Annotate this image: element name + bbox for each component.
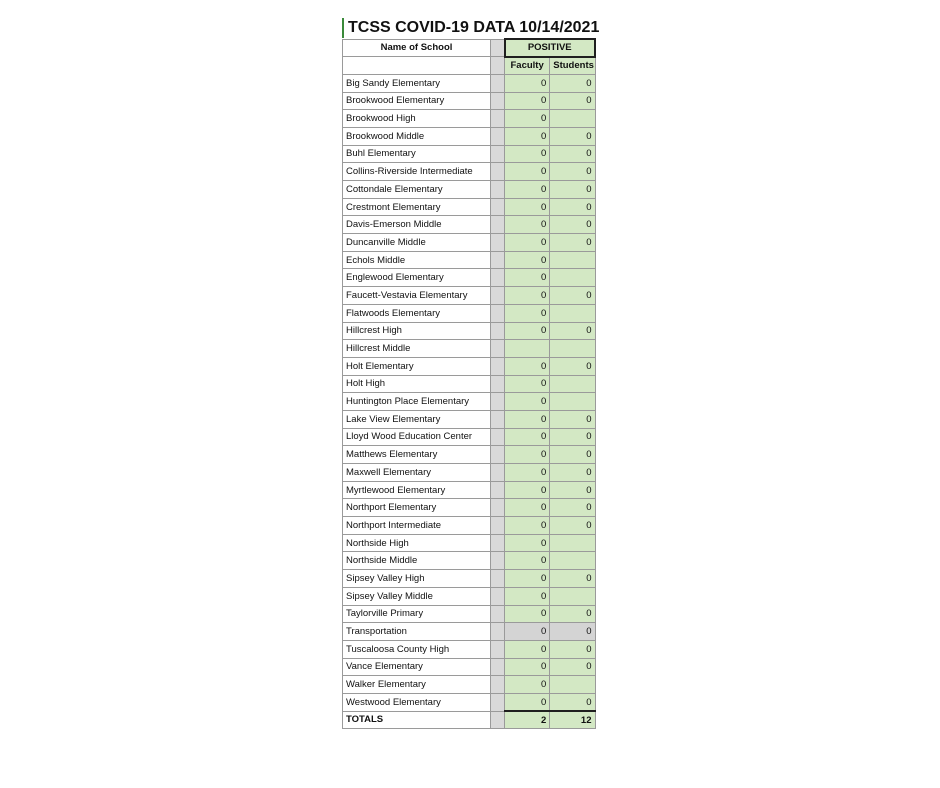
faculty-count-cell: 0 bbox=[505, 287, 550, 305]
spacer-cell bbox=[491, 340, 505, 358]
students-count-cell: 0 bbox=[550, 322, 595, 340]
school-name-cell: Davis-Emerson Middle bbox=[343, 216, 491, 234]
table-row bbox=[343, 375, 596, 393]
students-count-cell bbox=[550, 676, 595, 694]
school-name-cell: Flatwoods Elementary bbox=[343, 304, 491, 322]
school-name-cell: Sipsey Valley Middle bbox=[343, 587, 491, 605]
students-count-cell bbox=[550, 552, 595, 570]
students-count-cell bbox=[550, 534, 595, 552]
spacer-cell bbox=[491, 676, 505, 694]
header-row bbox=[343, 39, 596, 57]
school-name-cell: Holt Elementary bbox=[343, 357, 491, 375]
school-name-cell: Brookwood Middle bbox=[343, 127, 491, 145]
faculty-count-cell: 0 bbox=[505, 552, 550, 570]
students-count-cell: 0 bbox=[550, 693, 595, 711]
students-count-cell: 0 bbox=[550, 92, 595, 110]
header-faculty: Faculty bbox=[505, 57, 550, 75]
faculty-count-cell: 0 bbox=[505, 181, 550, 199]
table-row bbox=[343, 428, 596, 446]
spacer-cell bbox=[491, 57, 505, 75]
spacer-cell bbox=[491, 181, 505, 199]
spacer-cell bbox=[491, 605, 505, 623]
spacer-cell bbox=[491, 145, 505, 163]
faculty-count-cell: 0 bbox=[505, 446, 550, 464]
school-name-cell: Echols Middle bbox=[343, 251, 491, 269]
table-row bbox=[343, 676, 596, 694]
totals-faculty: 2 bbox=[505, 711, 550, 729]
students-count-cell: 0 bbox=[550, 464, 595, 482]
faculty-count-cell: 0 bbox=[505, 322, 550, 340]
totals-students: 12 bbox=[550, 711, 595, 729]
students-count-cell: 0 bbox=[550, 163, 595, 181]
table-row bbox=[343, 234, 596, 252]
faculty-count-cell: 0 bbox=[505, 428, 550, 446]
spacer-cell bbox=[491, 92, 505, 110]
school-name-cell: Westwood Elementary bbox=[343, 693, 491, 711]
spacer-cell bbox=[491, 393, 505, 411]
table-row bbox=[343, 74, 596, 92]
spacer-cell bbox=[491, 464, 505, 482]
table-row bbox=[343, 464, 596, 482]
spacer-cell bbox=[491, 446, 505, 464]
students-count-cell: 0 bbox=[550, 410, 595, 428]
table-row bbox=[343, 623, 596, 641]
faculty-count-cell: 0 bbox=[505, 145, 550, 163]
header-positive: POSITIVE bbox=[505, 39, 596, 57]
school-name-cell: Holt High bbox=[343, 375, 491, 393]
students-count-cell: 0 bbox=[550, 145, 595, 163]
spacer-cell bbox=[491, 534, 505, 552]
faculty-count-cell: 0 bbox=[505, 570, 550, 588]
students-count-cell bbox=[550, 110, 595, 128]
table-row bbox=[343, 640, 596, 658]
students-count-cell: 0 bbox=[550, 357, 595, 375]
faculty-count-cell: 0 bbox=[505, 234, 550, 252]
faculty-count-cell: 0 bbox=[505, 127, 550, 145]
school-name-cell: Brookwood High bbox=[343, 110, 491, 128]
totals-row bbox=[343, 711, 596, 729]
school-name-cell: Lake View Elementary bbox=[343, 410, 491, 428]
spacer-cell bbox=[491, 570, 505, 588]
faculty-count-cell: 0 bbox=[505, 198, 550, 216]
table-row bbox=[343, 552, 596, 570]
school-name-cell: Northside High bbox=[343, 534, 491, 552]
spacer-cell bbox=[491, 587, 505, 605]
students-count-cell: 0 bbox=[550, 287, 595, 305]
faculty-count-cell: 0 bbox=[505, 163, 550, 181]
spacer-cell bbox=[491, 693, 505, 711]
school-name-cell: Faucett-Vestavia Elementary bbox=[343, 287, 491, 305]
spacer-cell bbox=[491, 127, 505, 145]
table-row bbox=[343, 517, 596, 535]
table-row bbox=[343, 287, 596, 305]
spacer-cell bbox=[491, 357, 505, 375]
spacer-cell bbox=[491, 216, 505, 234]
students-count-cell bbox=[550, 587, 595, 605]
students-count-cell bbox=[550, 251, 595, 269]
school-name-cell: Brookwood Elementary bbox=[343, 92, 491, 110]
header-students: Students bbox=[550, 57, 595, 75]
spacer-cell bbox=[491, 623, 505, 641]
faculty-count-cell: 0 bbox=[505, 676, 550, 694]
school-name-cell: Sipsey Valley High bbox=[343, 570, 491, 588]
spacer-cell bbox=[491, 658, 505, 676]
school-name-cell: Maxwell Elementary bbox=[343, 464, 491, 482]
faculty-count-cell: 0 bbox=[505, 693, 550, 711]
school-name-cell: Cottondale Elementary bbox=[343, 181, 491, 199]
students-count-cell: 0 bbox=[550, 499, 595, 517]
table-row bbox=[343, 605, 596, 623]
students-count-cell: 0 bbox=[550, 658, 595, 676]
table-row bbox=[343, 481, 596, 499]
school-name-cell: Transportation bbox=[343, 623, 491, 641]
spacer-cell bbox=[491, 287, 505, 305]
students-count-cell: 0 bbox=[550, 428, 595, 446]
spacer-cell bbox=[491, 552, 505, 570]
spacer-cell bbox=[491, 74, 505, 92]
table-row bbox=[343, 322, 596, 340]
school-name-cell: Vance Elementary bbox=[343, 658, 491, 676]
header-name-of-school: Name of School bbox=[343, 39, 491, 57]
students-count-cell: 0 bbox=[550, 234, 595, 252]
subheader-blank bbox=[343, 57, 491, 75]
school-name-cell: Buhl Elementary bbox=[343, 145, 491, 163]
table-row bbox=[343, 658, 596, 676]
faculty-count-cell: 0 bbox=[505, 357, 550, 375]
spacer-cell bbox=[491, 251, 505, 269]
students-count-cell: 0 bbox=[550, 216, 595, 234]
table-row bbox=[343, 587, 596, 605]
totals-label: TOTALS bbox=[343, 711, 491, 729]
table-row bbox=[343, 499, 596, 517]
table-row bbox=[343, 534, 596, 552]
students-count-cell bbox=[550, 375, 595, 393]
school-name-cell: Huntington Place Elementary bbox=[343, 393, 491, 411]
faculty-count-cell: 0 bbox=[505, 517, 550, 535]
students-count-cell: 0 bbox=[550, 517, 595, 535]
school-name-cell: Crestmont Elementary bbox=[343, 198, 491, 216]
spacer-cell bbox=[491, 517, 505, 535]
school-name-cell: Hillcrest High bbox=[343, 322, 491, 340]
spacer-cell bbox=[491, 481, 505, 499]
school-name-cell: Myrtlewood Elementary bbox=[343, 481, 491, 499]
students-count-cell: 0 bbox=[550, 623, 595, 641]
school-name-cell: Matthews Elementary bbox=[343, 446, 491, 464]
spacer-cell bbox=[491, 640, 505, 658]
table-row bbox=[343, 393, 596, 411]
faculty-count-cell: 0 bbox=[505, 304, 550, 322]
students-count-cell bbox=[550, 304, 595, 322]
school-name-cell: Tuscaloosa County High bbox=[343, 640, 491, 658]
school-name-cell: Big Sandy Elementary bbox=[343, 74, 491, 92]
faculty-count-cell: 0 bbox=[505, 110, 550, 128]
spacer-cell bbox=[491, 375, 505, 393]
table-row bbox=[343, 163, 596, 181]
table-row bbox=[343, 110, 596, 128]
spacer-cell bbox=[491, 110, 505, 128]
school-name-cell: Hillcrest Middle bbox=[343, 340, 491, 358]
table-row bbox=[343, 216, 596, 234]
students-count-cell: 0 bbox=[550, 481, 595, 499]
table-row bbox=[343, 693, 596, 711]
faculty-count-cell: 0 bbox=[505, 464, 550, 482]
table-row bbox=[343, 198, 596, 216]
faculty-count-cell: 0 bbox=[505, 251, 550, 269]
students-count-cell: 0 bbox=[550, 570, 595, 588]
faculty-count-cell: 0 bbox=[505, 605, 550, 623]
school-name-cell: Walker Elementary bbox=[343, 676, 491, 694]
students-count-cell bbox=[550, 393, 595, 411]
table-row bbox=[343, 357, 596, 375]
school-name-cell: Englewood Elementary bbox=[343, 269, 491, 287]
school-name-cell: Northport Intermediate bbox=[343, 517, 491, 535]
students-count-cell: 0 bbox=[550, 640, 595, 658]
faculty-count-cell: 0 bbox=[505, 375, 550, 393]
table-row bbox=[343, 251, 596, 269]
spacer-cell bbox=[491, 269, 505, 287]
faculty-count-cell: 0 bbox=[505, 623, 550, 641]
spacer-cell bbox=[491, 163, 505, 181]
spacer-cell bbox=[491, 711, 505, 729]
students-count-cell: 0 bbox=[550, 181, 595, 199]
subheader-row bbox=[343, 57, 596, 75]
table-row bbox=[343, 127, 596, 145]
faculty-count-cell: 0 bbox=[505, 216, 550, 234]
students-count-cell bbox=[550, 340, 595, 358]
school-name-cell: Duncanville Middle bbox=[343, 234, 491, 252]
table-row bbox=[343, 410, 596, 428]
students-count-cell: 0 bbox=[550, 446, 595, 464]
table-row bbox=[343, 269, 596, 287]
table-row bbox=[343, 92, 596, 110]
sheet-title: TCSS COVID-19 DATA 10/14/2021 bbox=[342, 18, 596, 38]
covid-data-sheet bbox=[342, 18, 600, 729]
faculty-count-cell: 0 bbox=[505, 74, 550, 92]
faculty-count-cell: 0 bbox=[505, 481, 550, 499]
students-count-cell: 0 bbox=[550, 127, 595, 145]
faculty-count-cell: 0 bbox=[505, 587, 550, 605]
faculty-count-cell bbox=[505, 340, 550, 358]
school-name-cell: Collins-Riverside Intermediate bbox=[343, 163, 491, 181]
school-name-cell: Northside Middle bbox=[343, 552, 491, 570]
school-name-cell: Taylorville Primary bbox=[343, 605, 491, 623]
table-row bbox=[343, 570, 596, 588]
spacer-cell bbox=[491, 234, 505, 252]
faculty-count-cell: 0 bbox=[505, 640, 550, 658]
table-row bbox=[343, 145, 596, 163]
spacer-cell bbox=[491, 410, 505, 428]
students-count-cell: 0 bbox=[550, 605, 595, 623]
faculty-count-cell: 0 bbox=[505, 269, 550, 287]
faculty-count-cell: 0 bbox=[505, 393, 550, 411]
students-count-cell: 0 bbox=[550, 74, 595, 92]
faculty-count-cell: 0 bbox=[505, 410, 550, 428]
school-name-cell: Lloyd Wood Education Center bbox=[343, 428, 491, 446]
faculty-count-cell: 0 bbox=[505, 658, 550, 676]
spacer-cell bbox=[491, 322, 505, 340]
table-row bbox=[343, 446, 596, 464]
students-count-cell: 0 bbox=[550, 198, 595, 216]
faculty-count-cell: 0 bbox=[505, 534, 550, 552]
table-row bbox=[343, 340, 596, 358]
table-row bbox=[343, 181, 596, 199]
students-count-cell bbox=[550, 269, 595, 287]
spacer-cell bbox=[491, 499, 505, 517]
school-table bbox=[342, 38, 596, 729]
spacer-cell bbox=[491, 39, 505, 57]
faculty-count-cell: 0 bbox=[505, 499, 550, 517]
faculty-count-cell: 0 bbox=[505, 92, 550, 110]
table-row bbox=[343, 304, 596, 322]
school-name-cell: Northport Elementary bbox=[343, 499, 491, 517]
spacer-cell bbox=[491, 428, 505, 446]
spacer-cell bbox=[491, 304, 505, 322]
spacer-cell bbox=[491, 198, 505, 216]
